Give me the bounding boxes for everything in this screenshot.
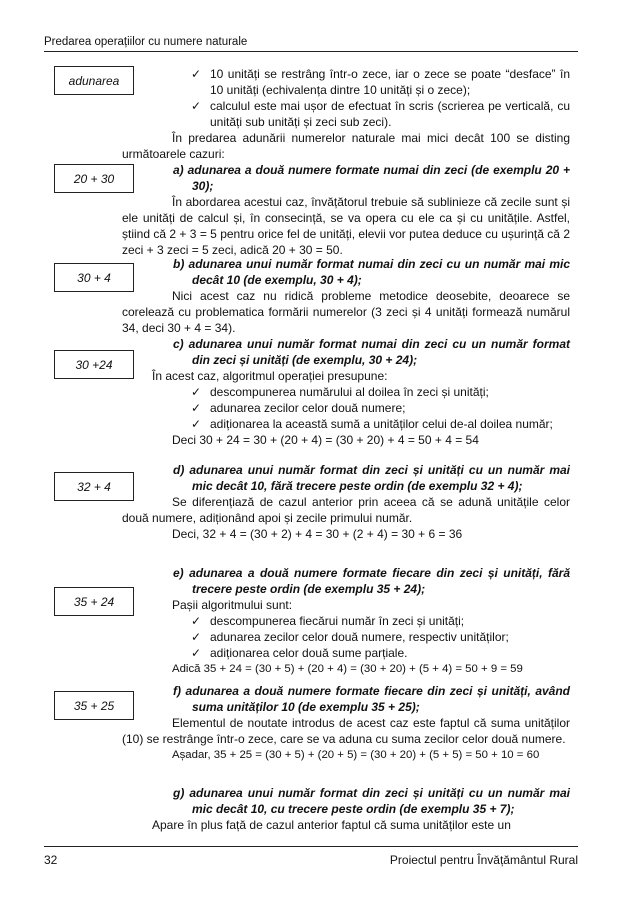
case-c-result: Deci 30 + 24 = 30 + (20 + 4) = (30 + 20) + 4 = 50 + 4 = 54 xyxy=(172,433,479,447)
case-g-heading: g) adunarea unui număr format din zeci și unități cu un număr mai mic decât 10, cu trecere peste ordin (de exemplu 35 + 7); xyxy=(173,786,570,816)
check-mark-icon: ✓ xyxy=(191,630,202,644)
bullet-item: ✓ 10 unități se restrâng într-o zece, iar o zece se poate “desface” în 10 unități (echivalența dintre 10 unități și o zece); xyxy=(191,67,570,97)
bullet-item: ✓ adiționarea la această sumă a unităților celui de-al doilea număr; xyxy=(191,417,553,431)
check-mark-icon: ✓ xyxy=(191,67,202,81)
case-f-heading: f) adunarea a două numere formate fiecare din zeci și unități, având suma unităților 10 (de exemplu 35 + 25); xyxy=(173,684,570,714)
sidebar-box-example-e: 35 + 24 xyxy=(54,587,134,616)
page-header: Predarea operațiilor cu numere naturale xyxy=(44,36,248,48)
sidebar-box-example-c: 30 +24 xyxy=(54,350,134,379)
sidebar-box-example-a: 20 + 30 xyxy=(54,164,134,193)
case-b-heading: b) adunarea unui număr format numai din zeci cu un număr mai mic decât 10 (de exemplu, 30 + 4); xyxy=(173,257,570,287)
content-block-2 xyxy=(122,256,570,448)
page-number: 32 xyxy=(44,853,58,867)
bullet-item: ✓ adunarea zecilor celor două numere, respectiv unităților; xyxy=(191,630,509,644)
sidebar-box-example-d: 32 + 4 xyxy=(54,472,134,501)
content-block-5 xyxy=(122,683,570,763)
paragraph-case-d: Se diferențiază de cazul anterior prin aceea că se adună unitățile celor două numere, adiționând apoi și zecile primului număr. xyxy=(122,495,570,525)
bullet-item: ✓ calculul este mai ușor de efectuat în scris (scrierea pe verticală, cu unități sub unități și zeci sub zeci). xyxy=(191,99,570,129)
case-a-heading: a) adunarea a două numere formate numai din zeci (de exemplu 20 + 30); xyxy=(173,163,570,193)
check-mark-icon: ✓ xyxy=(191,417,202,431)
bullet-item: ✓ adunarea zecilor celor două numere; xyxy=(191,401,406,415)
sidebar-box-example-b: 30 + 4 xyxy=(54,263,134,292)
case-e-result: Adică 35 + 24 = (30 + 5) + (20 + 4) = (30 + 20) + (5 + 4) = 50 + 9 = 59 xyxy=(172,663,523,675)
sidebar-box-example-f: 35 + 25 xyxy=(54,691,134,720)
paragraph-intro: În predarea adunării numerelor naturale mai mici decât 100 se disting următoarele cazuri: xyxy=(122,131,570,161)
sidebar-box-adunarea: adunarea xyxy=(54,66,134,95)
bullet-item: ✓ adiționarea celor două sume parțiale. xyxy=(191,646,408,660)
check-mark-icon: ✓ xyxy=(191,646,202,660)
case-d-result: Deci, 32 + 4 = (30 + 2) + 4 = 30 + (2 + 4) = 30 + 6 = 36 xyxy=(172,527,463,541)
paragraph-case-a: În abordarea acestui caz, învățătorul trebuie să sublinieze că zecile sunt și ele unități de calcul și, în consecință, se va opera cu ele ca și cu unitățile. Astfel, știind că 2 + 3 = 5 pentru orice fel de unități, elevii vor putea deduce cu ușurință că 2 zeci + 3 zeci = 5 zeci, adică 20 + 30 = 50. xyxy=(122,195,570,257)
paragraph-case-e: Pașii algoritmului sunt: xyxy=(172,598,293,612)
bullet-item: ✓ descompunerea numărului al doilea în zeci și unități; xyxy=(191,385,489,399)
case-d-heading: d) adunarea unui număr format din zeci și unități cu un număr mai mic decât 10, fără trecere peste ordin (de exemplu 32 + 4); xyxy=(173,463,570,493)
check-mark-icon: ✓ xyxy=(191,385,202,399)
footer-title: Proiectul pentru Învățământul Rural xyxy=(389,853,578,867)
paragraph-case-b: Nici acest caz nu ridică probleme metodice deosebite, deoarece se corelează cu problematica formării numerelor (3 zeci și 4 unități formează numărul 34, deci 30 + 4 = 34). xyxy=(122,289,570,335)
bullet-item: ✓ descompunerea fiecărui număr în zeci și unități; xyxy=(191,614,465,628)
header-rule xyxy=(44,51,578,52)
content-block-3 xyxy=(122,462,570,542)
paragraph-case-g: Apare în plus față de cazul anterior faptul că suma unităților este un xyxy=(152,818,511,832)
check-mark-icon: ✓ xyxy=(191,614,202,628)
footer-rule xyxy=(44,846,578,847)
check-mark-icon: ✓ xyxy=(191,99,202,113)
content-block-1 xyxy=(122,66,570,258)
check-mark-icon: ✓ xyxy=(191,401,202,415)
content-block-4 xyxy=(122,565,570,677)
paragraph-case-c: În acest caz, algoritmul operației presupune: xyxy=(152,369,388,383)
content-block-6 xyxy=(122,785,570,833)
case-c-heading: c) adunarea unui număr format numai din zeci cu un număr format din zeci și unități (de exemplu, 30 + 24); xyxy=(173,337,570,367)
case-e-heading: e) adunarea a două numere formate fiecare din zeci și unități, fără trecere peste ordin (de exemplu 35 + 24); xyxy=(173,566,570,596)
paragraph-case-f: Elementul de noutate introdus de acest caz este faptul că suma unităților (10) se restrânge într-o zece, care se va aduna cu suma zecilor celor două numere. xyxy=(122,716,570,746)
case-f-result: Așadar, 35 + 25 = (30 + 5) + (20 + 5) = (30 + 20) + (5 + 5) = 50 + 10 = 60 xyxy=(172,749,540,761)
